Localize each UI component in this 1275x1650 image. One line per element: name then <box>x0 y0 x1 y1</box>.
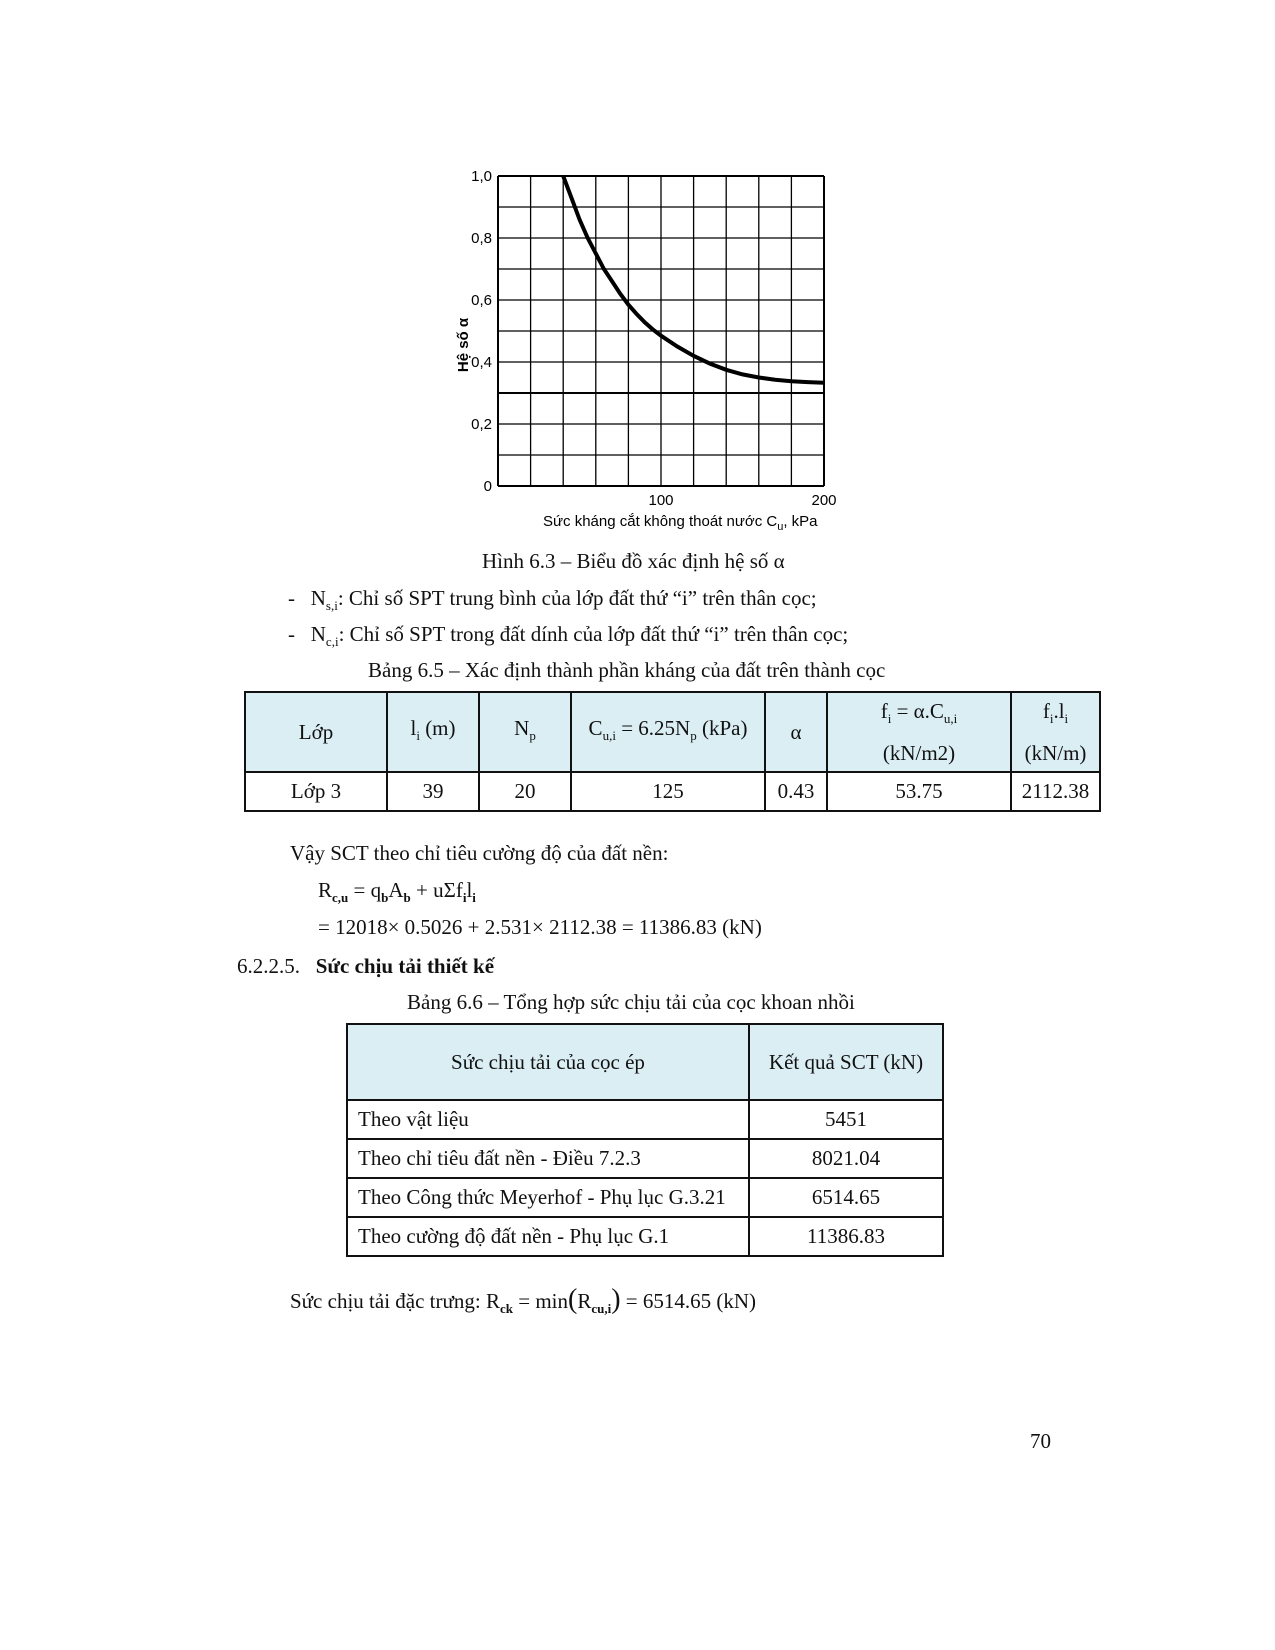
y-tick-label: 0,8 <box>471 230 492 247</box>
cell: 11386.83 <box>749 1217 943 1256</box>
th-fi: $f_i = \alpha.C_{u,i}$ (kN/m2) <box>827 692 1011 772</box>
cell: Lớp 3 <box>245 772 387 811</box>
y-tick-label: 0,6 <box>471 292 492 309</box>
th-sct-result: Kết quả SCT (kN) <box>749 1024 943 1100</box>
table-row <box>347 1217 943 1256</box>
y-tick-label: 1,0 <box>471 168 492 185</box>
page-number: 70 <box>1030 1429 1051 1453</box>
section-heading: 6.2.2.5. Sức chịu tải thiết kế <box>237 954 495 978</box>
cell: 2112.38 <box>1011 772 1100 811</box>
formula-value: = 12018× 0.5026 + 2.531× 2112.38 = 11386.83 (kN) <box>318 915 762 939</box>
cell: 8021.04 <box>749 1139 943 1178</box>
cell: Theo Công thức Meyerhof - Phụ lục G.3.21 <box>347 1178 749 1217</box>
table-row <box>347 1178 943 1217</box>
cell: 20 <box>479 772 571 811</box>
conclusion-text: Vậy SCT theo chỉ tiêu cường độ của đất nền: <box>290 841 669 865</box>
cell: 0.43 <box>765 772 827 811</box>
table-6-5 <box>244 691 1101 812</box>
cell: Theo vật liệu <box>347 1100 749 1139</box>
cell: 53.75 <box>827 772 1011 811</box>
y-tick-label: 0,4 <box>471 354 492 371</box>
x-tick-label: 100 <box>648 492 674 509</box>
table-row <box>245 772 1100 811</box>
cell: 5451 <box>749 1100 943 1139</box>
formula-rcu: $R_{c,u} = q_bA_b + u\Sigma f_il_i$ <box>318 878 476 906</box>
cell: 125 <box>571 772 765 811</box>
final-capacity: Sức chịu tải đặc trưng: $R_{ck} = \min(R_{cu,i}) = 6514.65$ (kN) <box>290 1284 757 1317</box>
bullet-nc: - $N_{c,i}$: Chỉ số SPT trong đất dính của lớp đất thứ “i” trên thân cọc; <box>288 622 849 650</box>
table-header-row <box>347 1024 943 1100</box>
chart-x-label: Sức kháng cắt không thoát nước $C_u$, kPa <box>543 513 818 533</box>
th-li: $l_i$ (m) <box>387 692 479 772</box>
table-row <box>347 1100 943 1139</box>
table66-caption: Bảng 6.6 – Tổng hợp sức chịu tải của cọc khoan nhồi <box>407 990 855 1014</box>
chart-y-label: Hệ số α <box>455 317 472 373</box>
th-sct-type: Sức chịu tải của cọc ép <box>347 1024 749 1100</box>
table-header-row <box>245 692 1100 772</box>
th-np: $N_p$ <box>479 692 571 772</box>
chart-grid <box>498 176 824 486</box>
cell: 39 <box>387 772 479 811</box>
y-tick-label: 0 <box>483 478 492 495</box>
y-tick-label: 0,2 <box>471 416 492 433</box>
th-lop: Lớp <box>245 692 387 772</box>
alpha-chart <box>440 160 880 560</box>
cell: Theo cường độ đất nền - Phụ lục G.1 <box>347 1217 749 1256</box>
x-tick-label: 200 <box>811 492 837 509</box>
figure-caption: Hình 6.3 – Biểu đồ xác định hệ số α <box>482 549 785 573</box>
chart-ticks <box>471 168 836 509</box>
table-row <box>347 1139 943 1178</box>
table-6-6 <box>346 1023 944 1257</box>
th-alpha: α <box>765 692 827 772</box>
cell: 6514.65 <box>749 1178 943 1217</box>
table65-caption: Bảng 6.5 – Xác định thành phần kháng của đất trên thành cọc <box>368 658 886 682</box>
cell: Theo chỉ tiêu đất nền - Điều 7.2.3 <box>347 1139 749 1178</box>
th-fili: $f_i.l_i$ (kN/m) <box>1011 692 1100 772</box>
th-cu: $C_{u,i} = 6.25N_p$ (kPa) <box>571 692 765 772</box>
bullet-ns: - $N_{s,i}$: Chỉ số SPT trung bình của lớp đất thứ “i” trên thân cọc; <box>288 586 817 614</box>
